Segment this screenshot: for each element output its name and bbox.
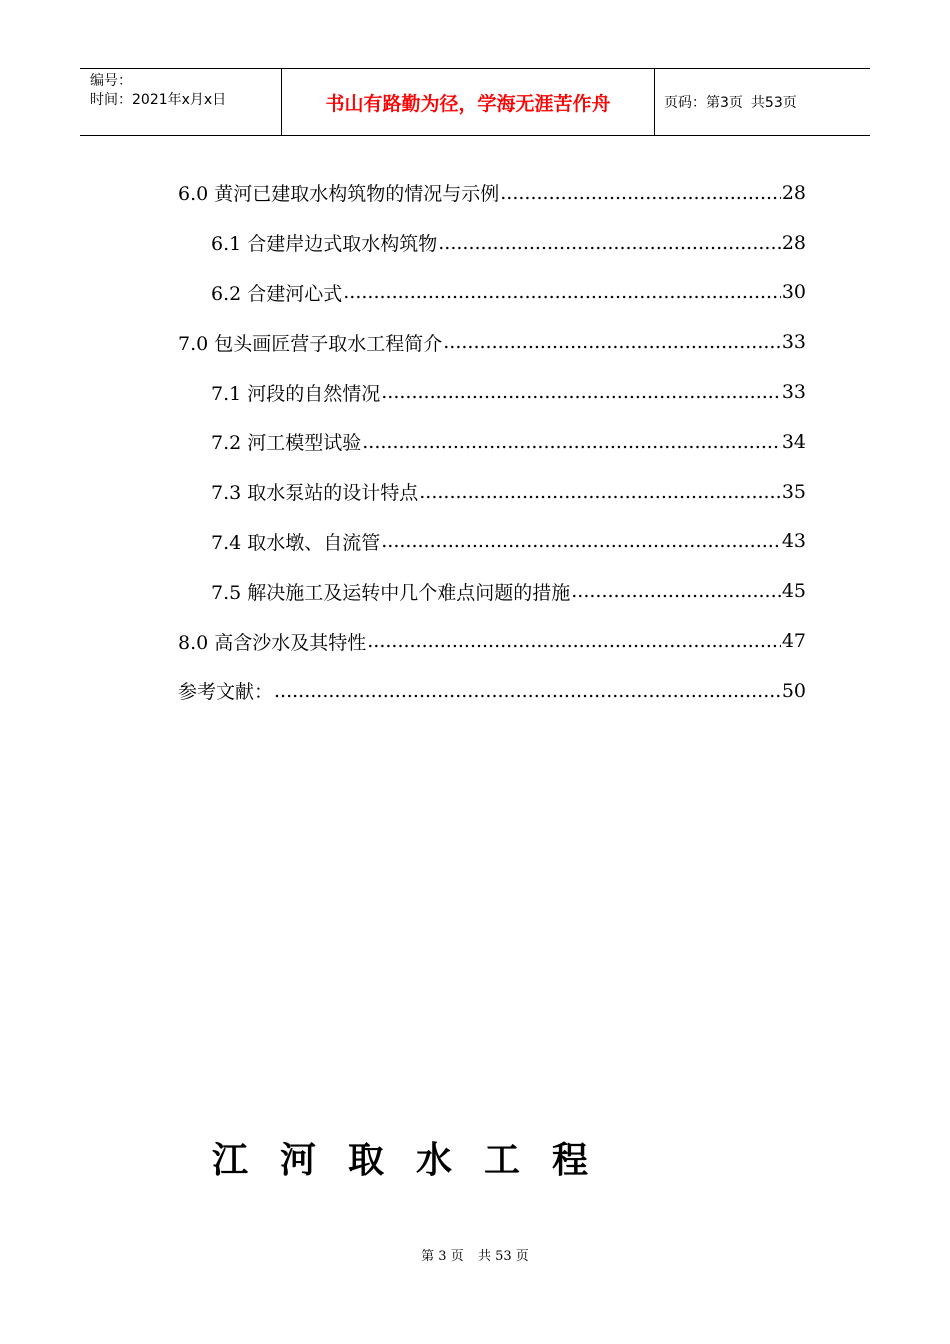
toc-entry[interactable] <box>178 417 806 467</box>
header-meta-cell <box>80 69 282 135</box>
toc-entry-page: 33 <box>781 331 806 354</box>
toc-entry-title: 6.0 黄河已建取水构筑物的情况与示例 <box>178 183 500 206</box>
toc-dot-leader <box>362 431 781 453</box>
toc-entry-title: 7.2 河工模型试验 <box>211 432 362 455</box>
header-page-total: 共53页 <box>750 95 797 111</box>
toc-entry-page: 34 <box>781 430 806 453</box>
header-page-cell <box>655 69 870 135</box>
toc-entry-page: 47 <box>781 630 806 653</box>
toc-entry-page: 45 <box>781 580 806 603</box>
document-number-label: 编号： <box>90 73 132 89</box>
toc-dot-leader <box>443 331 781 353</box>
toc-entry[interactable] <box>178 168 806 218</box>
toc-entry[interactable] <box>178 666 806 716</box>
toc-entry-title: 7.3 取水泵站的设计特点 <box>211 482 419 505</box>
toc-entry-page: 28 <box>781 181 806 204</box>
toc-entry-title: 参考文献： <box>178 681 274 704</box>
header-page-number: 页码：第3页 <box>664 95 743 111</box>
toc-dot-leader <box>500 182 781 204</box>
toc-entry-page: 50 <box>781 679 806 702</box>
toc-entry[interactable] <box>178 268 806 318</box>
toc-entry[interactable] <box>178 517 806 567</box>
footer-page-total: 共 53 页 <box>478 1249 529 1264</box>
toc-entry[interactable] <box>178 616 806 666</box>
toc-entry-page: 28 <box>781 231 806 254</box>
toc-entry[interactable] <box>178 367 806 417</box>
toc-entry-title: 7.0 包头画匠营子取水工程简介 <box>178 332 443 355</box>
toc-entry-title: 7.1 河段的自然情况 <box>211 382 381 405</box>
footer-page-number: 第 3 页 <box>421 1249 464 1264</box>
toc-dot-leader <box>419 481 781 503</box>
toc-entry-title: 6.1 合建岸边式取水构筑物 <box>211 233 438 256</box>
document-date-label: 时间：2021年x月x日 <box>90 92 227 108</box>
toc-dot-leader <box>381 381 781 403</box>
toc-entry-page: 33 <box>781 381 806 404</box>
toc-dot-leader <box>571 580 781 602</box>
toc-entry-page: 35 <box>781 480 806 503</box>
toc-entry-page: 30 <box>781 281 806 304</box>
toc-entry-title: 6.2 合建河心式 <box>211 282 343 305</box>
toc-entry-title: 7.5 解决施工及运转中几个难点问题的措施 <box>211 581 571 604</box>
toc-entry[interactable] <box>178 218 806 268</box>
toc-dot-leader <box>367 630 781 652</box>
toc-entry-title: 7.4 取水墩、自流管 <box>211 531 381 554</box>
page-footer <box>0 1245 950 1264</box>
toc-dot-leader <box>343 281 781 303</box>
header-motto: 书山有路勤为径，学海无涯苦作舟 <box>325 92 611 115</box>
toc-entry[interactable] <box>178 467 806 517</box>
toc-entry-page: 43 <box>781 530 806 553</box>
document-title: 江河取水工程 <box>212 1140 621 1181</box>
toc-entry[interactable] <box>178 317 806 367</box>
toc-dot-leader <box>274 680 781 702</box>
page-header <box>80 68 870 136</box>
toc-entry-title: 8.0 高含沙水及其特性 <box>178 631 367 654</box>
toc-entry[interactable] <box>178 566 806 616</box>
header-motto-cell <box>282 69 655 135</box>
toc-dot-leader <box>438 232 781 254</box>
toc-dot-leader <box>381 530 781 552</box>
table-of-contents <box>178 168 806 716</box>
